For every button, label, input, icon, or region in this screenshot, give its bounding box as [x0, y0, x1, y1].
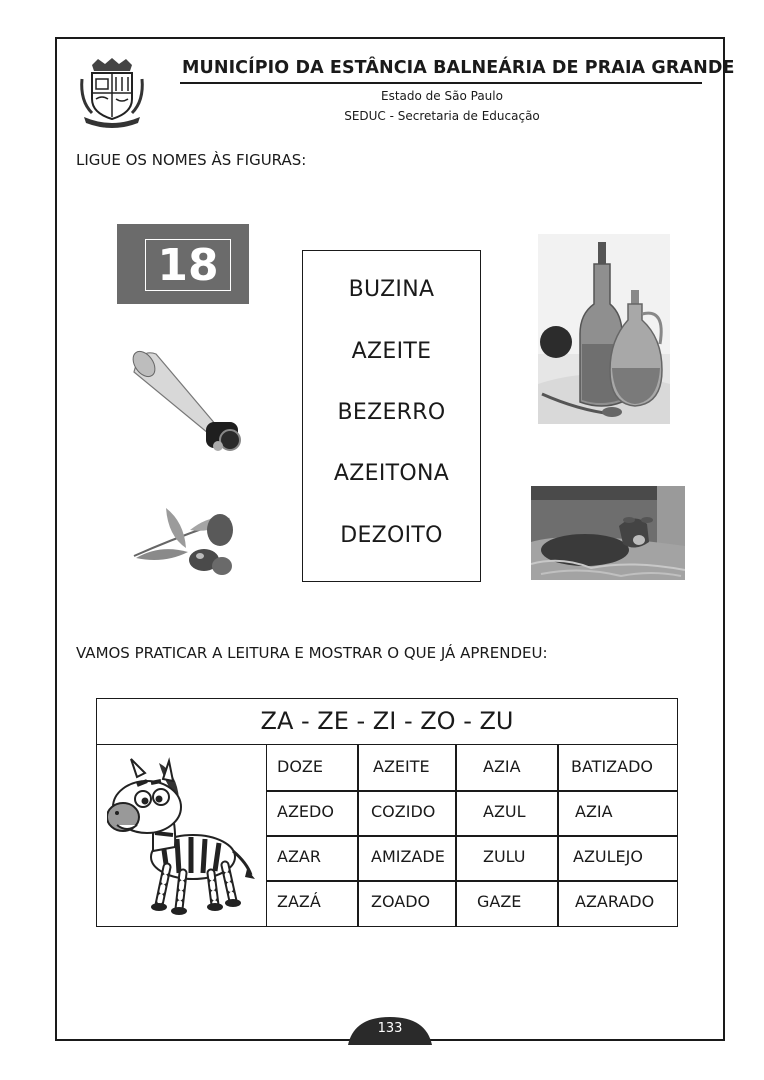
syllable-table	[96, 744, 678, 927]
table-cell: AZIA	[575, 802, 613, 821]
title-underline	[180, 82, 702, 84]
table-cell: ZULU	[483, 847, 526, 866]
table-row-divider	[267, 790, 678, 792]
horn-icon	[130, 342, 244, 460]
page-number: 133	[377, 1021, 403, 1036]
number-card-value: 18	[145, 239, 231, 291]
olives-icon	[130, 500, 238, 586]
department-subtitle: SEDUC - Secretaria de Educação	[344, 109, 540, 123]
table-row-divider	[267, 880, 678, 882]
table-cell: DOZE	[277, 757, 323, 776]
table-cell: AZIA	[483, 757, 521, 776]
number-card	[117, 224, 249, 304]
table-row-divider	[267, 835, 678, 837]
table-cell: AZULEJO	[573, 847, 643, 866]
zebra-cell	[97, 745, 267, 926]
table-cell: AZAR	[277, 847, 321, 866]
calf-icon	[531, 486, 685, 580]
table-cell: ZAZÁ	[277, 892, 321, 911]
table-cell: AZUL	[483, 802, 526, 821]
municipality-title: MUNICÍPIO DA ESTÂNCIA BALNEÁRIA DE PRAIA GRANDE	[182, 58, 735, 78]
table-cell: AZEDO	[277, 802, 334, 821]
table-cell: ZOADO	[371, 892, 431, 911]
word-item: BUZINA	[348, 277, 435, 302]
table-cell: AZARADO	[575, 892, 655, 911]
word-item: DEZOITO	[340, 523, 443, 548]
table-cell: GAZE	[477, 892, 522, 911]
word-item: AZEITONA	[333, 461, 450, 486]
instruction-practice: VAMOS PRATICAR A LEITURA E MOSTRAR O QUE JÁ APRENDEU:	[76, 644, 548, 662]
words-box	[302, 250, 481, 582]
state-subtitle: Estado de São Paulo	[381, 89, 503, 103]
table-cell: BATIZADO	[571, 757, 653, 776]
instruction-match: LIGUE OS NOMES ÀS FIGURAS:	[76, 151, 307, 169]
zebra-icon	[107, 755, 257, 915]
table-cell: AMIZADE	[371, 847, 445, 866]
oil-bottles-icon	[538, 234, 670, 424]
word-item: AZEITE	[351, 339, 432, 364]
crest-icon	[78, 55, 146, 129]
syllable-title: ZA - ZE - ZI - ZO - ZU	[96, 698, 678, 745]
table-cell: AZEITE	[373, 757, 430, 776]
table-cell: COZIDO	[371, 802, 436, 821]
word-item: BEZERRO	[337, 400, 446, 425]
